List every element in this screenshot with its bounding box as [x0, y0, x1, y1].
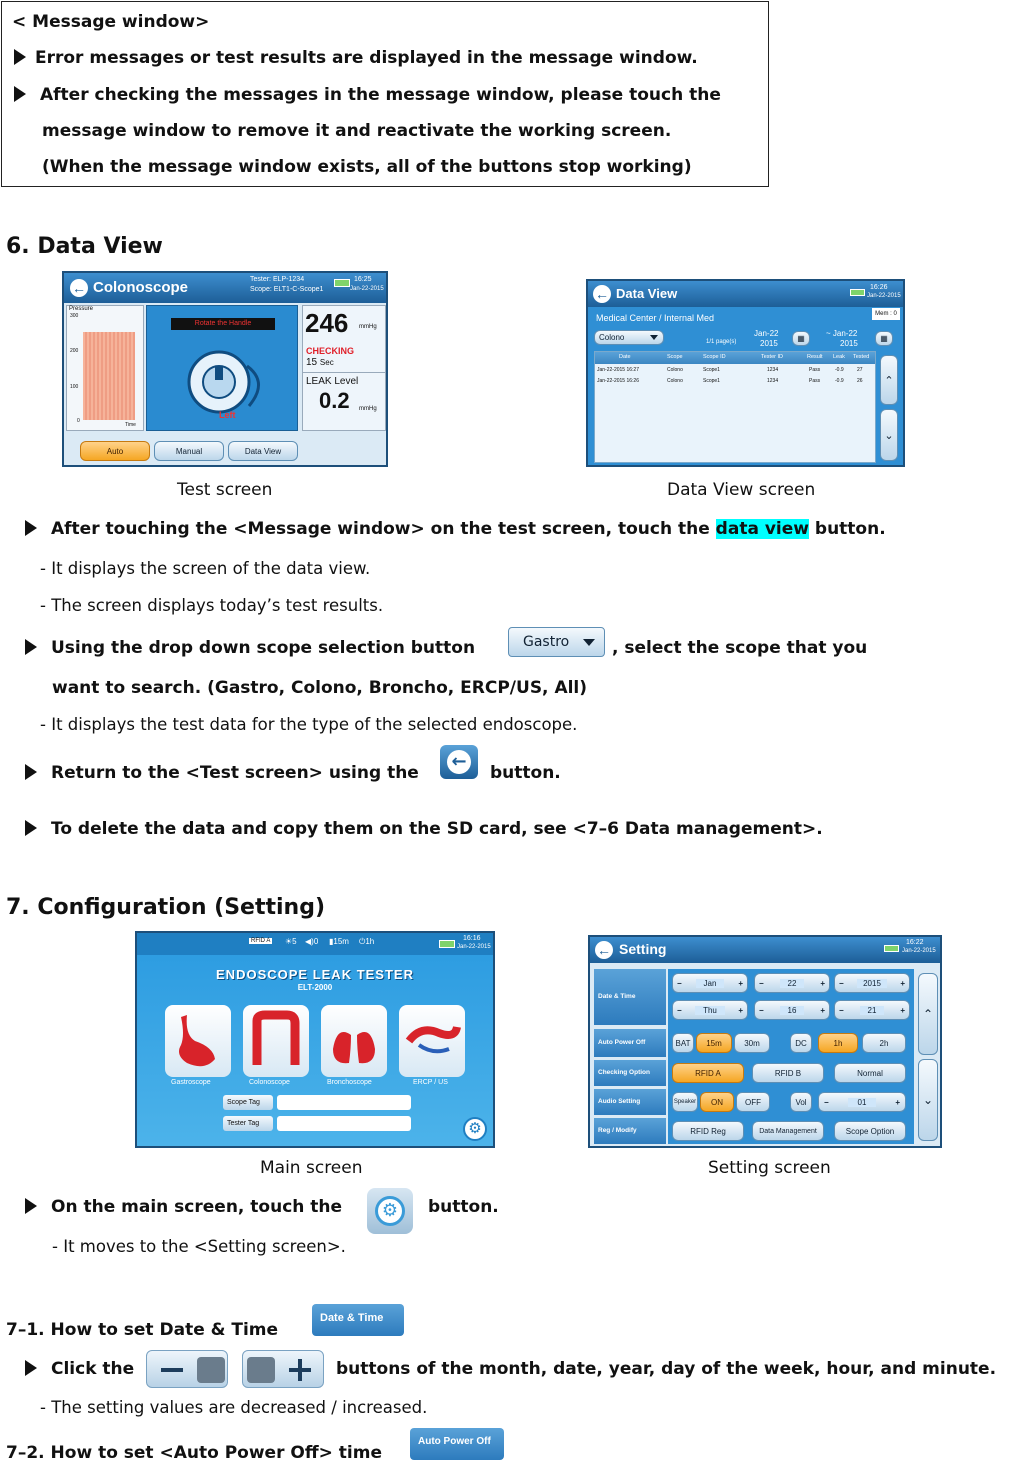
auto-button[interactable]: Auto: [80, 441, 150, 461]
s6-bullet-3: Return to the <Test screen> using the: [25, 762, 419, 784]
message-box-title: < Message window>: [12, 12, 210, 32]
s7-bullet-2: Click the: [25, 1358, 134, 1380]
location-label: Medical Center / Internal Med: [596, 313, 715, 323]
s6-bullet-2: Using the drop down scope selection button: [25, 637, 475, 659]
weekday-stepper[interactable]: − Thu +: [672, 1000, 748, 1020]
heading-7-2: 7–2. How to set <Auto Power Off> time: [6, 1443, 382, 1462]
message-box-line1: Error messages or test results are displayed in the message window.: [14, 47, 698, 69]
column-header: Leak: [833, 354, 845, 360]
organ-label: Colonoscope: [249, 1079, 290, 1086]
tester-label: Tester: ELP-1234: [250, 276, 305, 283]
bat-label: BAT: [672, 1033, 694, 1053]
dc-2h-option[interactable]: 2h: [862, 1033, 906, 1053]
heading-7-1: 7–1. How to set Date & Time: [6, 1320, 279, 1340]
speaker-on-option[interactable]: ON: [700, 1092, 734, 1112]
settings-panel: [668, 969, 914, 1144]
scope-label: Scope: ELT1-C-Scope1: [250, 286, 324, 293]
scroll-up-button[interactable]: ⌃: [918, 973, 938, 1055]
stepper-value-slot: [247, 1357, 275, 1383]
reg-row-label: Reg / Modify: [594, 1118, 666, 1144]
leak-value: 0.2: [319, 388, 350, 413]
test-screen-image: [62, 271, 388, 467]
clock-date: Jan-22-2015: [867, 293, 901, 299]
vol-label: Vol: [790, 1092, 812, 1112]
stepper-value-slot: [197, 1357, 225, 1383]
back-arrow-icon: ←: [72, 280, 86, 296]
calendar-icon[interactable]: ▦: [792, 331, 810, 346]
increase-button-icon: [242, 1350, 324, 1388]
scope-dropdown[interactable]: Colono: [594, 330, 664, 345]
y-tick: 200: [70, 348, 79, 354]
organ-label: Gastroscope: [171, 1079, 211, 1086]
plus-icon-vertical: [298, 1359, 302, 1381]
data-management-button[interactable]: Data Management: [752, 1121, 824, 1141]
s7-bullet-1: On the main screen, touch the: [25, 1196, 342, 1218]
clock-time: 16:16: [463, 935, 481, 942]
from-year: 2015: [760, 339, 778, 348]
minus-icon: [161, 1368, 183, 1372]
organ-label: Bronchoscope: [327, 1079, 372, 1086]
clock-time: 16:22: [906, 939, 924, 946]
message-box-line3: message window to remove it and reactivate the working screen.: [42, 121, 672, 141]
tester-tag-label: Tester Tag: [223, 1116, 273, 1131]
checking-status: CHECKING: [306, 346, 355, 356]
colonoscope-button[interactable]: [243, 1005, 309, 1077]
tester-tag-input[interactable]: [277, 1116, 411, 1131]
gear-icon[interactable]: ⚙: [463, 1117, 487, 1141]
setting-gear-icon: [367, 1188, 413, 1234]
from-date: Jan-22: [754, 329, 779, 338]
speaker-label: Speaker: [672, 1092, 698, 1112]
brightness-status: ☀5: [285, 937, 297, 946]
section-7-heading: 7. Configuration (Setting): [6, 895, 326, 920]
handle-panel: [146, 305, 298, 431]
bullet-triangle-icon: [25, 820, 37, 836]
message-window-note: [1, 1, 769, 187]
date-time-row-label: Date & Time: [594, 969, 666, 1025]
model-label: ELT-2000: [297, 983, 333, 992]
bat-15m-option[interactable]: 15m: [696, 1033, 732, 1053]
chevron-down-icon: [650, 335, 658, 340]
rfid-b-option[interactable]: RFID B: [752, 1063, 824, 1083]
setting-screen-image: [588, 935, 942, 1148]
minute-stepper[interactable]: − 21 +: [834, 1000, 910, 1020]
rotate-banner: Rotate the Handle: [171, 318, 275, 330]
column-header: Scope: [667, 354, 683, 360]
bullet-triangle-icon: [25, 1360, 37, 1376]
gear-icon: ⚙: [375, 1196, 405, 1226]
memory-indicator: Mem : 0: [872, 308, 900, 320]
main-title: ENDOSCOPE LEAK TESTER: [216, 967, 414, 982]
bullet-triangle-icon: [14, 86, 26, 102]
caption-test-screen: Test screen: [177, 480, 273, 500]
setting-title: Setting: [619, 941, 667, 957]
scope-tag-input[interactable]: [277, 1095, 411, 1110]
section-6-heading: 6. Data View: [6, 234, 163, 259]
to-year: 2015: [840, 339, 858, 348]
column-header: Tester ID: [761, 354, 784, 360]
scroll-down-button[interactable]: ⌄: [918, 1059, 938, 1141]
bat-30m-option[interactable]: 30m: [734, 1033, 770, 1053]
message-box-line2: After checking the messages in the message window, please touch the: [14, 84, 721, 106]
table-row[interactable]: Jan-22-2015 16:27 Colono Scope1 1234 Pass -0.9 27: [597, 367, 863, 373]
caption-setting-screen: Setting screen: [708, 1158, 831, 1178]
s6-bullet-4: To delete the data and copy them on the SD card, see <7–6 Data management>.: [25, 818, 823, 840]
timer-status: ▮15m: [329, 937, 349, 946]
column-header: Tested: [853, 354, 870, 360]
clock-date: Jan-22-2015: [902, 948, 936, 954]
s6-bullet-2-line2: want to search. (Gastro, Colono, Broncho, ERCP/US, All): [52, 678, 588, 698]
page-indicator: 1/1 page(s): [706, 339, 737, 345]
pancreas-icon: [399, 1005, 465, 1077]
back-button-icon: [440, 745, 478, 779]
gastro-dropdown-icon: Gastro: [508, 627, 605, 657]
data-view-title: Data View: [616, 286, 678, 301]
scope-tag-label: Scope Tag: [223, 1095, 273, 1110]
pressure-bar: [83, 332, 135, 420]
s7-sub-2: - The setting values are decreased / increased.: [40, 1398, 428, 1417]
s7-bullet-1-tail: button.: [428, 1197, 499, 1217]
s6-bullet-2-tail: , select the scope that you: [612, 638, 868, 658]
ercp-us-button[interactable]: [399, 1005, 465, 1077]
bullet-triangle-icon: [14, 49, 26, 65]
main-screen-image: [135, 931, 495, 1148]
pressure-value: 246: [305, 308, 349, 338]
manual-button[interactable]: Manual: [154, 441, 224, 461]
dc-1h-option[interactable]: 1h: [818, 1033, 858, 1053]
column-header: Date: [619, 354, 631, 360]
day-stepper[interactable]: − 22 +: [754, 973, 830, 993]
checking-row-label: Checking Option: [594, 1060, 666, 1086]
back-arrow-icon[interactable]: ←: [595, 286, 609, 302]
time-axis-label: Time: [125, 422, 136, 428]
stomach-icon: [165, 1005, 231, 1077]
rfid-reg-button[interactable]: RFID Reg: [672, 1121, 744, 1141]
message-box-line4: (When the message window exists, all of the buttons stop working): [42, 157, 692, 177]
back-arrow-icon: ←: [447, 750, 471, 774]
speaker-off-option[interactable]: OFF: [736, 1092, 770, 1112]
bronchoscope-button[interactable]: [321, 1005, 387, 1077]
pressure-graph: [66, 305, 144, 431]
s6-bullet-3-tail: button.: [490, 763, 561, 783]
clock-date: Jan-22-2015: [350, 286, 384, 292]
colon-icon: [243, 1005, 309, 1077]
test-screen-title: Colonoscope: [93, 279, 189, 296]
s7-sub-1: - It moves to the <Setting screen>.: [52, 1237, 346, 1256]
scope-option-button[interactable]: Scope Option: [834, 1121, 906, 1141]
clock-date: Jan-22-2015: [457, 944, 491, 950]
scroll-up-button[interactable]: ⌃: [880, 355, 898, 405]
column-header: Scope ID: [703, 354, 726, 360]
pressure-axis-label: Pressure: [69, 306, 94, 312]
data-view-screen-image: [586, 279, 905, 467]
date-time-button-icon: Date & Time: [312, 1304, 404, 1336]
seconds-readout: 15 Sec: [306, 357, 334, 368]
leak-unit: mmHg: [359, 406, 377, 412]
normal-option[interactable]: Normal: [834, 1063, 906, 1083]
power-status: ⏻1h: [359, 937, 375, 946]
organ-label: ERCP / US: [413, 1079, 448, 1086]
year-stepper[interactable]: − 2015 +: [834, 973, 910, 993]
volume-status: ◀)0: [305, 937, 319, 946]
battery-icon: [884, 945, 899, 952]
battery-icon: [850, 289, 865, 296]
s6-sub-3: - It displays the test data for the type of the selected endoscope.: [40, 715, 578, 734]
hour-stepper[interactable]: − 16 +: [754, 1000, 830, 1020]
highlight-data-view: data view: [715, 519, 809, 539]
s6-bullet-1: After touching the <Message window> on the test screen, touch the data view button.: [25, 518, 886, 540]
bullet-triangle-icon: [25, 764, 37, 780]
left-label: Left: [219, 410, 236, 420]
auto-power-row-label: Auto Power Off: [594, 1029, 666, 1057]
gastroscope-button[interactable]: [165, 1005, 231, 1077]
scroll-down-button[interactable]: ⌄: [880, 409, 898, 461]
y-tick: 0: [77, 418, 80, 424]
pressure-unit: mmHg: [359, 324, 377, 330]
leak-level-label: LEAK Level: [306, 376, 359, 387]
y-tick: 300: [70, 313, 79, 319]
bullet-triangle-icon: [25, 520, 37, 536]
s6-sub-1: - It displays the screen of the data view.: [40, 559, 371, 578]
decrease-button-icon: [146, 1350, 228, 1388]
rfid-a-option[interactable]: RFID A: [672, 1063, 744, 1083]
bullet-triangle-icon: [25, 1198, 37, 1214]
lungs-icon: [321, 1005, 387, 1077]
results-table: [594, 351, 876, 463]
battery-icon: [334, 279, 350, 287]
chevron-down-icon: [583, 639, 595, 646]
s6-sub-2: - The screen displays today’s test results.: [40, 596, 384, 615]
caption-main-screen: Main screen: [260, 1158, 363, 1178]
y-tick: 100: [70, 384, 79, 390]
volume-stepper[interactable]: − 01 +: [818, 1092, 906, 1112]
column-header: Result: [807, 354, 823, 360]
divider: [303, 372, 385, 373]
clock-time: 16:26: [870, 284, 888, 291]
caption-data-view-screen: Data View screen: [667, 480, 816, 500]
auto-power-off-button-icon: Auto Power Off: [410, 1428, 504, 1460]
readout-panel: [302, 305, 386, 431]
audio-row-label: Audio Setting: [594, 1089, 666, 1115]
data-view-button[interactable]: Data View: [228, 441, 298, 461]
calendar-icon[interactable]: ▦: [875, 331, 893, 346]
to-date: ~ Jan-22: [826, 329, 858, 338]
table-row[interactable]: Jan-22-2015 16:26 Colono Scope1 1234 Pass -0.9 26: [597, 378, 863, 384]
month-stepper[interactable]: − Jan +: [672, 973, 748, 993]
back-arrow-icon[interactable]: ←: [597, 942, 611, 958]
dc-label: DC: [790, 1033, 812, 1053]
rfid-status: RFID A: [251, 938, 271, 944]
bullet-triangle-icon: [25, 639, 37, 655]
battery-icon: [439, 940, 455, 948]
clock-time: 16:25: [354, 276, 372, 283]
s7-bullet-2-tail: buttons of the month, date, year, day of the week, hour, and minute.: [336, 1359, 997, 1379]
